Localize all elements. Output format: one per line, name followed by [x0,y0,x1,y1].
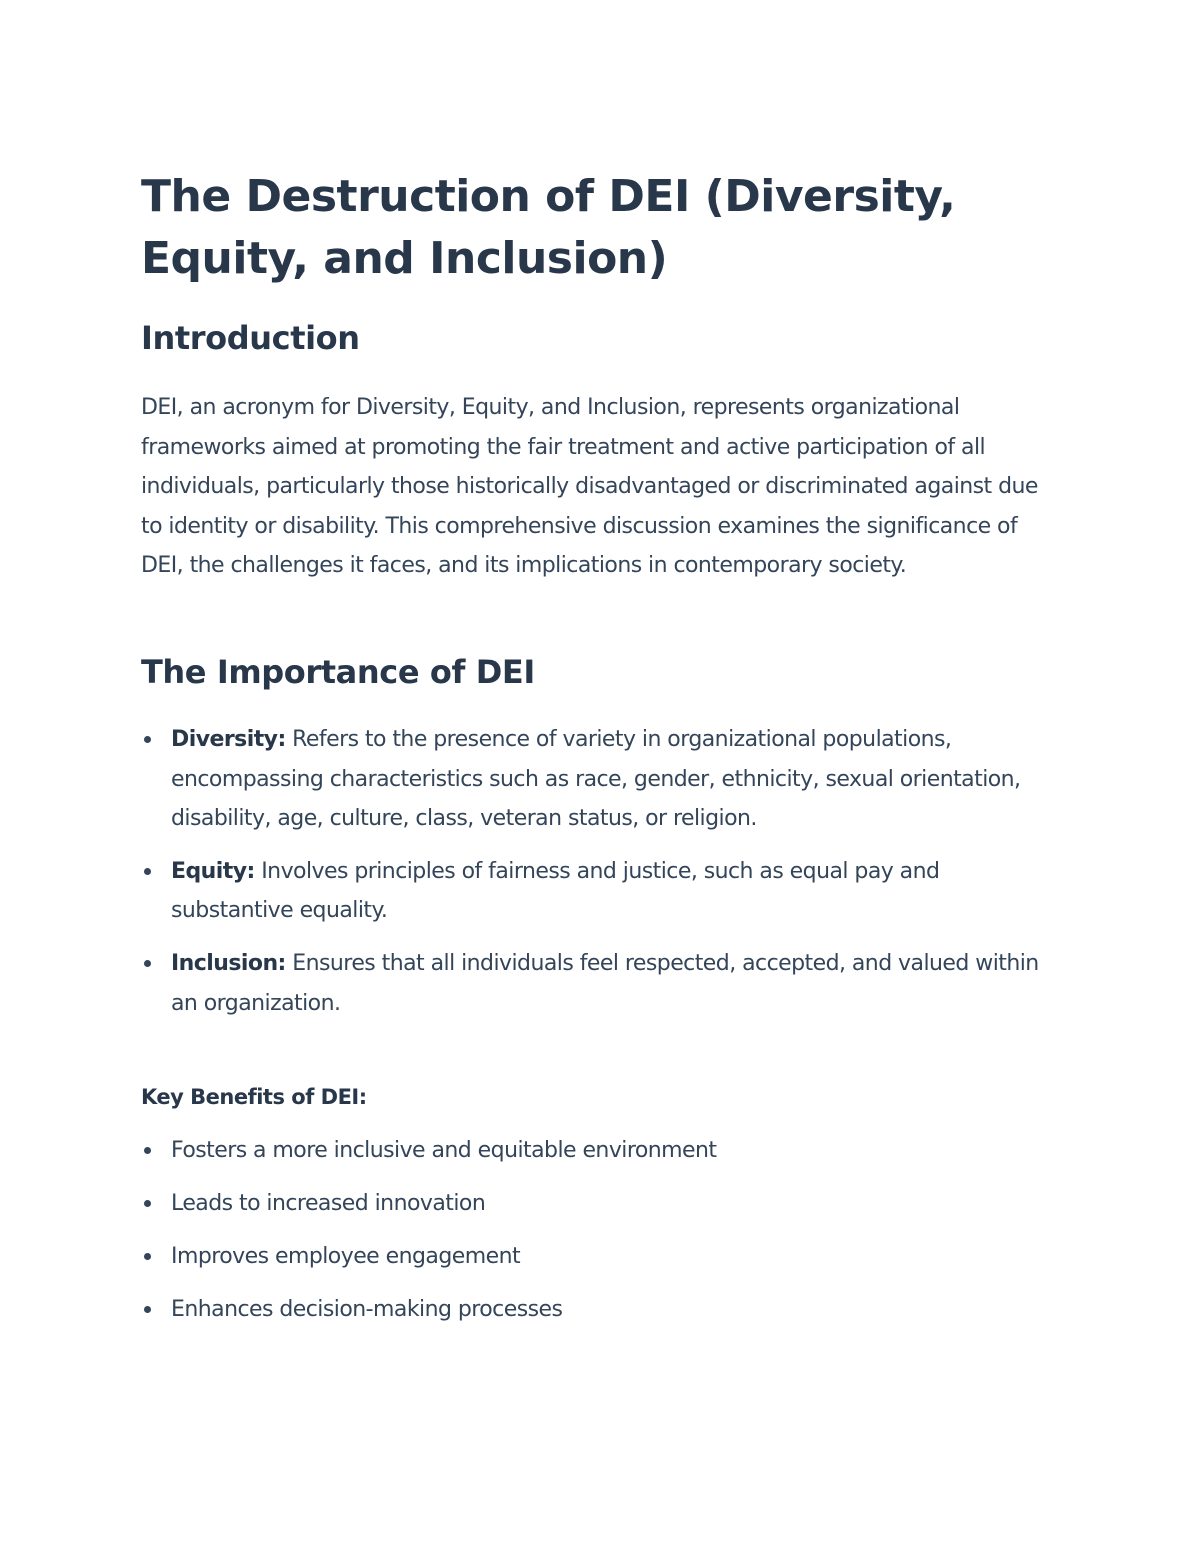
term-description: Refers to the presence of variety in organizational populations, encompassing characteristics such as race, gender, ethnicity, sexual orientation, disability, age, culture, class, veteran status, or religion. [171,727,1021,832]
benefit-text: Fosters a more inclusive and equitable environment [171,1138,717,1163]
bullet-icon [144,1253,151,1260]
bullet-icon [144,736,151,743]
bullet-icon [144,960,151,967]
bullet-icon [144,1147,151,1154]
term-item-inclusion [141,944,1061,1023]
benefit-item [141,1290,1061,1330]
benefit-text: Leads to increased innovation [171,1191,486,1217]
term-name: Diversity: [171,727,286,752]
benefits-list [141,1131,1061,1343]
key-benefits-label: Key Benefits of DEI: [141,1085,367,1109]
bullet-icon [144,1306,151,1313]
introduction-heading: Introduction [141,319,360,357]
importance-heading: The Importance of DEI [141,653,535,691]
benefit-text: Improves employee engagement [171,1244,521,1270]
bullet-icon [144,868,151,875]
benefit-item [141,1131,1061,1171]
benefit-text: Enhances decision-making processes [171,1297,563,1323]
bullet-icon [144,1200,151,1207]
document-title: The Destruction of DEI (Diversity, Equity, and Inclusion) [141,171,956,284]
term-description: Involves principles of fairness and justice, such as equal pay and substantive equality. [171,858,940,924]
introduction-paragraph: DEI, an acronym for Diversity, Equity, and Inclusion, represents organizational frameworks aimed at promoting the fair treatment and active participation of all individuals, particularly those historically disadvantaged or discriminated against due to identity or disability. This comprehensive discussion examines the significance of DEI, the challenges it faces, and its implications in contemporary society. [141,395,1038,579]
term-name: Equity: [171,858,255,884]
term-item-equity [141,852,1061,931]
benefit-item [141,1237,1061,1277]
dei-terms-list [141,720,1061,1036]
term-name: Inclusion: [171,950,286,976]
term-description: Ensures that all individuals feel respected, accepted, and valued within an organization. [171,950,1039,1016]
term-item-diversity [141,720,1061,839]
benefit-item [141,1184,1061,1224]
